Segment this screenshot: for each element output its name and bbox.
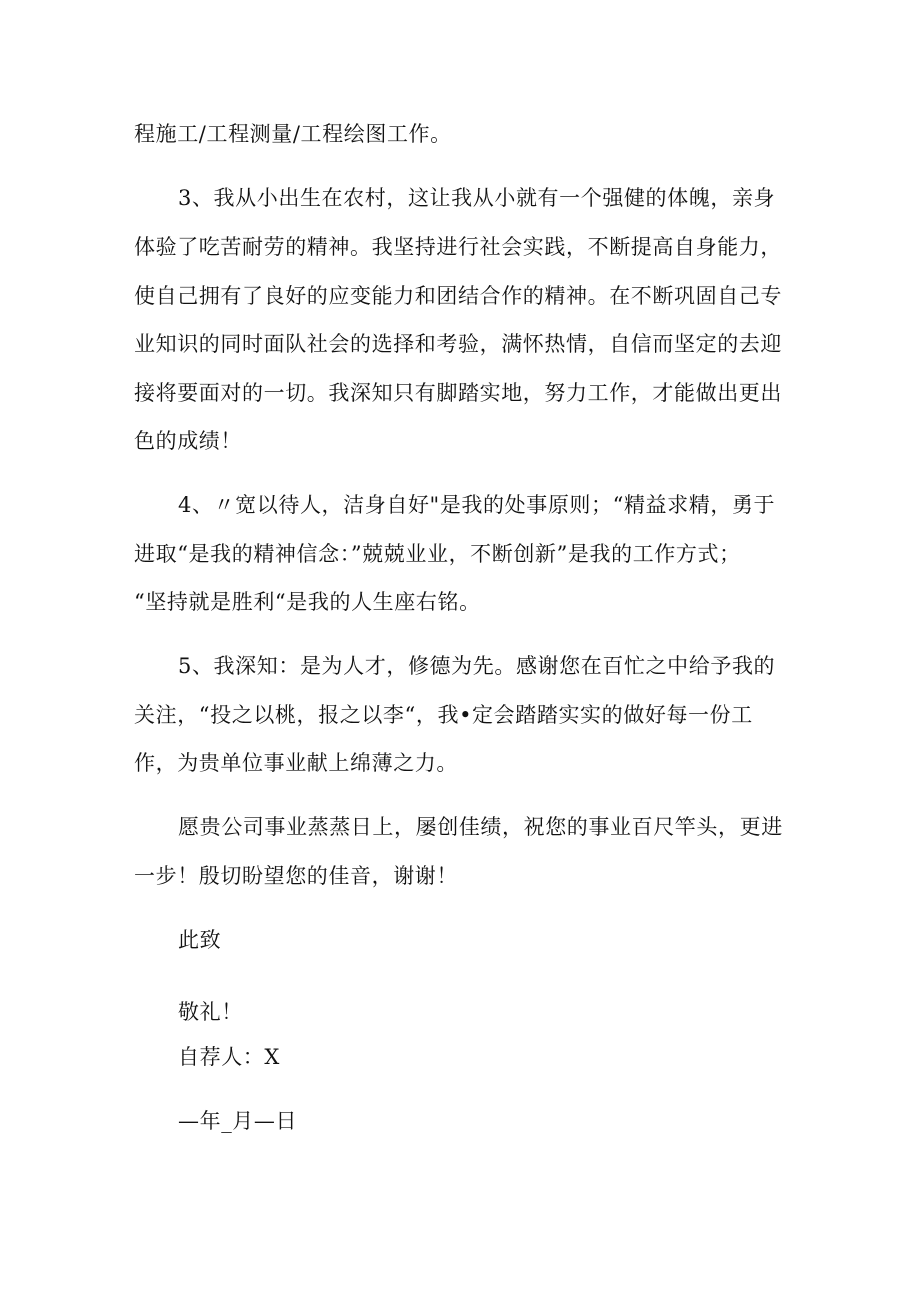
paragraph-3-line-5: 接将要面对的一切。我深知只有脚踏实地，努力工作，才能做出更出 [134, 381, 782, 405]
wish-paragraph-line-2: 一步！殷切盼望您的佳音，谢谢！ [134, 864, 458, 888]
date-line: —年_月—日 [178, 1109, 298, 1133]
signature-text: 自荐人：X [178, 1045, 280, 1069]
paragraph-5-line-3: 作，为贵单位事业献上绵薄之力。 [134, 751, 458, 775]
salutation-text: 敬礼！ [178, 1000, 243, 1024]
paragraph-3-line-3: 使自己拥有了良好的应变能力和团结合作的精神。在不断巩固自己专 [134, 284, 782, 308]
paragraph-5-line-2: 关注，“投之以桃，报之以李“，我•定会踏踏实实的做好每一份工 [134, 703, 753, 727]
paragraph-3-line-4: 业知识的同时面队社会的选择和考验，满怀热情，自信而坚定的去迎 [134, 332, 782, 356]
closing-text: 此致 [178, 928, 222, 952]
paragraph-3-line-6: 色的成绩！ [134, 429, 242, 453]
wish-paragraph-line-1: 愿贵公司事业蒸蒸日上，屡创佳绩，祝您的事业百尺竿头，更进 [178, 815, 783, 839]
paragraph-3-line-1: 3、我从小出生在农村，这让我从小就有一个强健的体魄，亲身 [178, 186, 776, 210]
paragraph-5-line-1: 5、我深知：是为人才，修德为先。感谢您在百忙之中给予我的 [178, 654, 776, 678]
paragraph-4-line-3: “坚持就是胜利“是我的人生座右铭。 [134, 590, 481, 614]
continuation-line: 程施工/工程测量/工程绘图工作。 [134, 122, 452, 146]
paragraph-4-line-2: 进取“是我的精神信念：”兢兢业业，不断创新”是我的工作方式； [134, 542, 741, 566]
paragraph-4-line-1: 4、〃宽以待人，洁身自好"是我的处事原则；“精益求精，勇于 [178, 493, 776, 517]
paragraph-3-line-2: 体验了吃苦耐劳的精神。我坚持进行社会实践，不断提高自身能力， [134, 235, 782, 259]
